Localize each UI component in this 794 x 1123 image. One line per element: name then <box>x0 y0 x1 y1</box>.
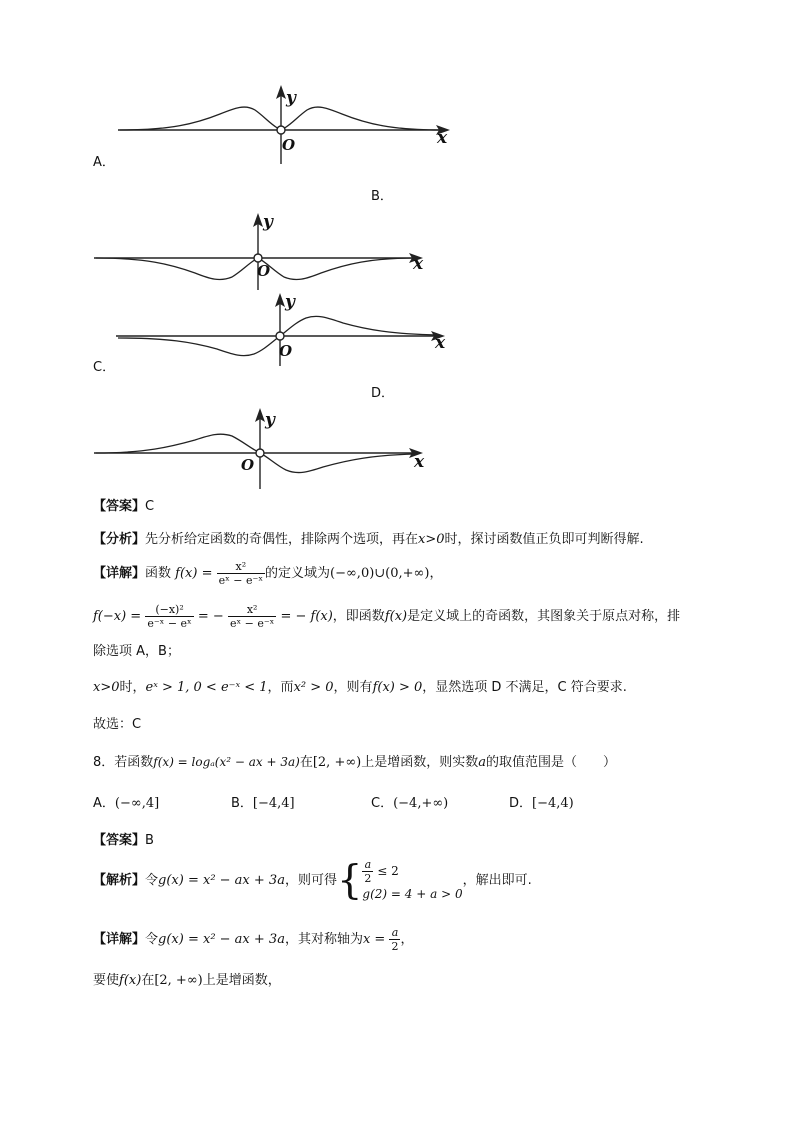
option-d-label: D． <box>371 386 395 401</box>
q8-option-b[interactable] <box>231 795 295 813</box>
lhs-expr: f(−x) = <box>93 609 142 624</box>
ineq-2: x² > 0 <box>293 680 334 695</box>
frac-num: a <box>389 926 400 940</box>
graph-b-y-label: y <box>263 212 273 232</box>
q8-option-c[interactable] <box>371 795 448 813</box>
text: 若函数 <box>114 755 154 770</box>
text: ， <box>400 932 414 947</box>
fraction <box>362 858 373 885</box>
text: 要使 <box>93 973 120 988</box>
detail-text: 函数 <box>145 566 172 581</box>
option-label: A． <box>93 796 115 811</box>
q7-detail-line2 <box>93 603 680 630</box>
option-value: [−4,4] <box>252 796 295 811</box>
frac-den: eˣ − e⁻ˣ <box>218 574 263 587</box>
answer-tag: 【答案】 <box>93 833 146 848</box>
q8-option-a[interactable] <box>93 795 159 813</box>
brace: { <box>336 857 363 904</box>
le-2: ≤ 2 <box>377 864 399 878</box>
frac-den: eˣ − e⁻ˣ <box>229 617 275 630</box>
graph-d-origin-label: O <box>241 456 255 474</box>
text: ，显然选项 D 不满足，C 符合要求. <box>422 680 627 695</box>
graph-b-origin-label: O <box>257 262 271 280</box>
var: a <box>478 755 487 770</box>
q8-analysis <box>93 858 532 903</box>
frac-num: a <box>362 858 373 872</box>
text: ，则有 <box>333 680 373 695</box>
q7-detail-line1 <box>93 560 442 587</box>
origin-point <box>256 449 264 457</box>
option-label: B． <box>231 796 253 811</box>
detail-text-2: 的定义域为 <box>265 566 331 581</box>
g2-ineq: g(2) = 4 + a > 0 <box>362 887 463 901</box>
fraction-3 <box>228 603 276 630</box>
domain-expr: (−∞,0)∪(0,+∞) <box>330 566 430 581</box>
question-number: 8． <box>93 755 115 770</box>
graph-d-x-label: x <box>414 452 425 472</box>
option-label: D． <box>509 796 533 811</box>
text: ，即函数 <box>332 609 385 624</box>
text: 上是增函数，则实数 <box>361 755 479 770</box>
q7-answer <box>93 498 154 516</box>
option-label: C． <box>371 796 394 811</box>
function-expr: f(x) = logₐ(x² − ax + 3a) <box>153 755 300 769</box>
fx: f(x) <box>384 609 408 624</box>
analysis-var: x>0 <box>418 532 445 547</box>
q8-detail <box>93 926 413 953</box>
fraction-1 <box>217 560 265 587</box>
var: x>0 <box>93 680 120 695</box>
option-a-label: A． <box>93 155 115 170</box>
q7-detail-line4 <box>93 679 627 697</box>
answer-tag: 【答案】 <box>93 499 146 514</box>
analysis-tag: 【分析】 <box>93 532 146 547</box>
option-c-label: C． <box>93 360 116 375</box>
text: 上是增函数， <box>202 973 281 988</box>
option-b-label: B． <box>371 189 393 204</box>
g-expr: g(x) = x² − ax + 3a <box>158 932 285 947</box>
frac-den: e⁻ˣ − eˣ <box>147 617 192 630</box>
text: 令 <box>145 932 159 947</box>
g-expr: g(x) = x² − ax + 3a <box>158 873 285 888</box>
text: ，其对称轴为 <box>284 932 363 947</box>
ineq-1: eˣ > 1, 0 < e⁻ˣ < 1 <box>145 680 268 695</box>
graph-c-x-label: x <box>435 333 446 353</box>
graph-b-x-label: x <box>413 254 424 274</box>
detail-tag: 【详解】 <box>93 566 146 581</box>
analysis-text: 先分析给定函数的奇偶性，排除两个选项，再在 <box>145 532 419 547</box>
analysis-text-end: 时，探讨函数值正负即可判断得解. <box>444 532 644 547</box>
rhs-expr: = − f(x) <box>280 609 333 624</box>
origin-point <box>254 254 262 262</box>
fraction-2 <box>145 603 193 630</box>
function-expr: f(x) = <box>175 566 213 581</box>
frac-num: (−x)² <box>145 603 193 617</box>
text: ，而 <box>267 680 294 695</box>
inequality-system <box>362 858 462 903</box>
text: 在 <box>299 755 313 770</box>
text: 令 <box>145 873 159 888</box>
eq-neg: = − <box>197 609 224 624</box>
axis-expr: x = <box>362 932 386 947</box>
graph-a-y-label: y <box>286 88 296 108</box>
text: 在 <box>141 973 155 988</box>
comma: ， <box>429 566 443 581</box>
q7-analysis <box>93 531 644 549</box>
q8-answer <box>93 832 154 850</box>
text: ，则可得 <box>284 873 337 888</box>
option-value: [−4,4) <box>532 796 574 811</box>
q8-stem <box>93 753 616 772</box>
analysis-tag: 【解析】 <box>93 873 146 888</box>
q8-last-line <box>93 972 281 990</box>
option-value: (−∞,4] <box>114 796 160 811</box>
graph-a-origin-label: O <box>282 136 296 154</box>
graph-c-y-label: y <box>285 292 295 312</box>
frac-den: 2 <box>391 940 399 953</box>
origin-point <box>276 332 284 340</box>
text: 的取值范围是（ ） <box>486 755 617 770</box>
interval: [2, +∞) <box>154 973 203 988</box>
text: 是定义域上的奇函数，其图象关于原点对称，排 <box>407 609 681 624</box>
answer-value: B <box>145 833 154 848</box>
detail-tag: 【详解】 <box>93 932 146 947</box>
frac-num: x² <box>217 560 265 574</box>
text: ，解出即可. <box>462 873 532 888</box>
interval: [2, +∞) <box>312 755 362 770</box>
fx: f(x) <box>119 973 142 988</box>
q7-conclusion: 故选：C <box>93 717 142 732</box>
origin-point <box>277 126 285 134</box>
frac-den: 2 <box>364 872 372 885</box>
graph-c-origin-label: O <box>279 342 293 360</box>
graph-d-y-label: y <box>265 410 275 430</box>
graph-option-d <box>90 405 435 493</box>
answer-value: C <box>145 499 155 514</box>
option-value: (−4,+∞) <box>393 796 449 811</box>
q8-option-d[interactable] <box>509 795 574 813</box>
fraction <box>389 926 400 953</box>
graph-a-x-label: x <box>437 128 448 148</box>
ineq-3: f(x) > 0 <box>372 680 423 695</box>
text: 时， <box>119 680 146 695</box>
q7-detail-line3: 除选项 A，B； <box>93 644 180 659</box>
frac-num: x² <box>228 603 276 617</box>
graph-option-a <box>110 82 460 172</box>
